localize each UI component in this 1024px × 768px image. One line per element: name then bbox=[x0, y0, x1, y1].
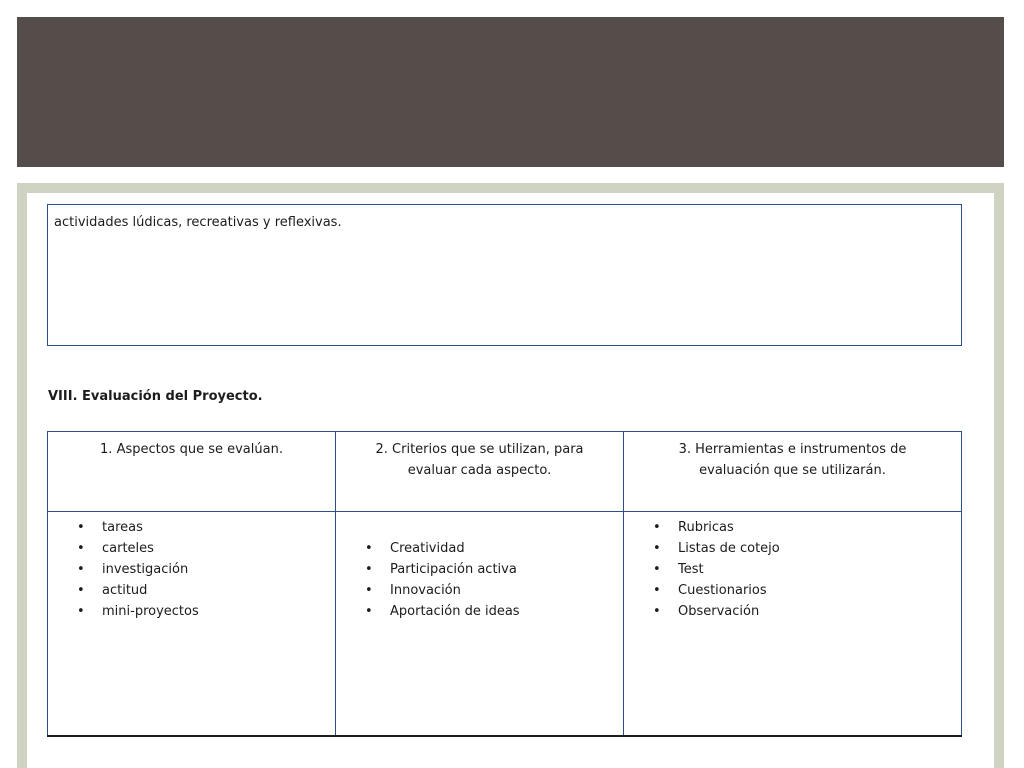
list-item: • Listas de cotejo bbox=[624, 538, 961, 559]
list-item: • carteles bbox=[48, 538, 335, 559]
evaluation-table bbox=[47, 431, 962, 737]
intro-text: actividades lúdicas, recreativas y reflexivas. bbox=[54, 215, 342, 230]
criteria-list bbox=[336, 512, 623, 622]
criteria-cell bbox=[336, 512, 624, 737]
header-aspects: 1. Aspectos que se evalúan. bbox=[48, 432, 336, 512]
list-item: • Aportación de ideas bbox=[336, 601, 623, 622]
list-item: • Cuestionarios bbox=[624, 580, 961, 601]
header-tools: 3. Herramientas e instrumentos de evaluación que se utilizarán. bbox=[624, 432, 962, 512]
tools-list bbox=[624, 512, 961, 622]
list-item: • investigación bbox=[48, 559, 335, 580]
intro-text-box bbox=[47, 204, 962, 346]
aspects-list bbox=[48, 512, 335, 622]
list-item: • mini-proyectos bbox=[48, 601, 335, 622]
list-item: • Test bbox=[624, 559, 961, 580]
list-item: • Rubricas bbox=[624, 517, 961, 538]
section-heading: VIII. Evaluación del Proyecto. bbox=[48, 389, 263, 404]
table-header-row bbox=[48, 432, 962, 512]
tools-cell bbox=[624, 512, 962, 737]
list-item: • Participación activa bbox=[336, 559, 623, 580]
list-item: • Innovación bbox=[336, 580, 623, 601]
list-item: • tareas bbox=[48, 517, 335, 538]
slide-header-band bbox=[17, 17, 1004, 167]
list-item: • Observación bbox=[624, 601, 961, 622]
list-item: • actitud bbox=[48, 580, 335, 601]
table-row bbox=[48, 512, 962, 737]
header-criteria: 2. Criterios que se utilizan, para evaluar cada aspecto. bbox=[336, 432, 624, 512]
aspects-cell bbox=[48, 512, 336, 737]
list-item: • Creatividad bbox=[336, 538, 623, 559]
